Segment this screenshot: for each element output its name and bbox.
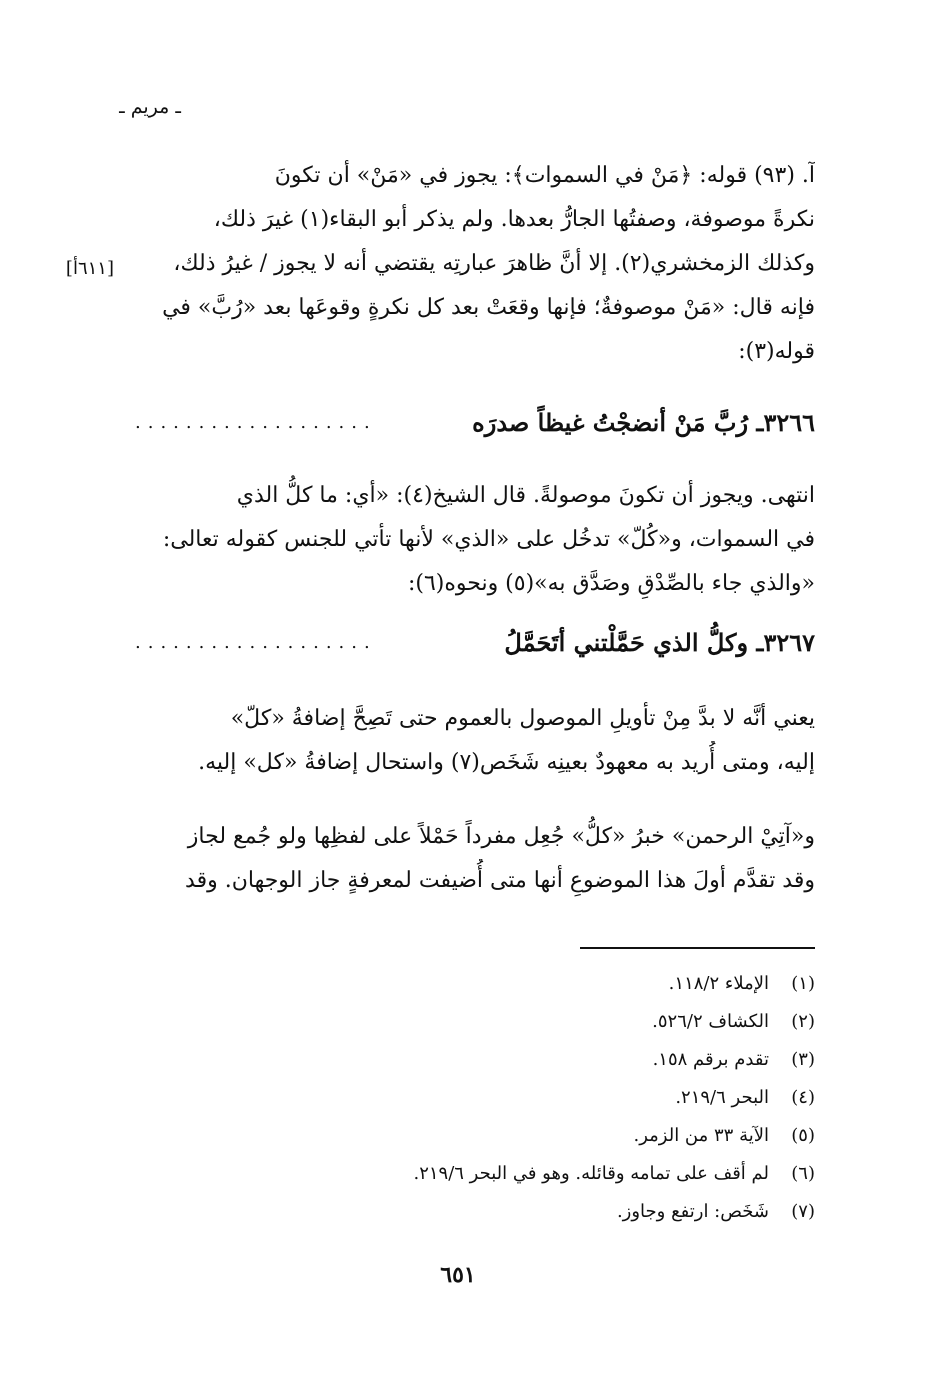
footnote-text: البحر ٢١٩/٦. [675,1087,769,1108]
running-title: ـ مريم ـ [119,96,181,118]
footnote-text: تقدم برقم ١٥٨. [652,1049,769,1070]
paragraph-line: آ. (٩٣) قوله: ﴿مَنْ في السموات﴾: يجوز في «مَنْ» أن تكونَ [274,163,815,188]
page-number: ٦٥١ [440,1262,476,1288]
poetry-verse-3266 [125,408,815,448]
paragraph-line: وكذلك الزمخشري(٢). إلا أنَّ ظاهرَ عبارتِه يقتضي أنه لا يجوز / غيرُ ذلك، [173,251,815,276]
footnote-item [300,965,815,1003]
verse-ellipsis: ................... [135,632,377,653]
verse-text: ٣٢٦٦ـ رُبَّ مَنْ أنضجْتُ غيظاً صدرَه [472,408,815,437]
footnote-separator [580,947,815,949]
paragraph-line: إليه، ومتى أُريد به معهودٌ بعينِه شَخَص(٧) واستحال إضافةُ «كل» إليه. [198,750,815,775]
footnotes [300,965,815,1231]
paragraph-line: وقد تقدَّم أولَ هذا الموضوعِ أنها متى أُضيفت لمعرفةٍ جاز الوجهان. وقد [185,868,815,893]
footnote-text: شَخَص: ارتفع وجاوز. [616,1201,769,1222]
verse-ellipsis: ................... [135,412,377,433]
paragraph-line: انتهى. ويجوز أن تكونَ موصولةً. قال الشيخ(٤): «أي: ما كلُّ الذي [236,483,815,508]
footnote-item [300,1155,815,1193]
footnote-number: (٧) [791,1201,815,1222]
footnote-text: الكشاف ٥٢٦/٢. [652,1011,769,1032]
paragraph-line: في السموات، و«كُلّ» تدخُل على «الذي» لأنها تأتي للجنس كقوله تعالى: [162,527,815,552]
footnote-item [300,1003,815,1041]
paragraph-4 [125,815,815,903]
footnote-item [300,1041,815,1079]
paragraph-3 [125,697,815,785]
footnote-item [300,1193,815,1231]
footnote-text: لم أقف على تمامه وقائله. وهو في البحر ٢١٩/٦. [413,1163,769,1184]
footnote-text: الإملاء ١١٨/٢. [668,973,769,994]
footnote-number: (٦) [791,1163,815,1184]
footnote-item [300,1079,815,1117]
verse-text: ٣٢٦٧ـ وكلُّ الذي حَمَّلْتني أتَحَمَّلُ [504,628,815,657]
poetry-verse-3267 [125,628,815,668]
footnote-number: (٢) [791,1011,815,1032]
paragraph-line: و«آتِيْ الرحمن» خبرُ «كلُّ» جُعِل مفرداً حَمْلاً على لفظِها ولو جُمع لجاز [187,824,815,849]
paragraph-line: يعني أنَّه لا بدَّ مِنْ تأويلِ الموصول بالعموم حتى تَصِحَّ إضافةُ «كلّ» [230,706,815,731]
footnote-item [300,1117,815,1155]
manuscript-folio-note: [٦١١أ] [65,258,114,279]
footnote-number: (٥) [791,1125,815,1146]
footnote-text: الآية ٣٣ من الزمر. [633,1125,769,1146]
footnote-number: (٣) [791,1049,815,1070]
paragraph-1 [125,154,815,374]
paragraph-line: نكرةً موصوفة، وصفتُها الجارُّ بعدها. ولم يذكر أبو البقاء(١) غيرَ ذلك، [213,207,815,232]
paragraph-2 [125,474,815,606]
footnote-number: (١) [791,973,815,994]
paragraph-line: فإنه قال: «مَنْ موصوفةٌ؛ فإنها وقعَتْ بعد كل نكرةٍ وقوعَها بعد «رُبَّ» في [162,295,815,320]
footnote-number: (٤) [791,1087,815,1108]
paragraph-line: «والذي جاء بالصِّدْقِ وصَدَّق به»(٥) ونحوه(٦): [407,571,815,596]
paragraph-line: قوله(٣): [738,339,815,364]
